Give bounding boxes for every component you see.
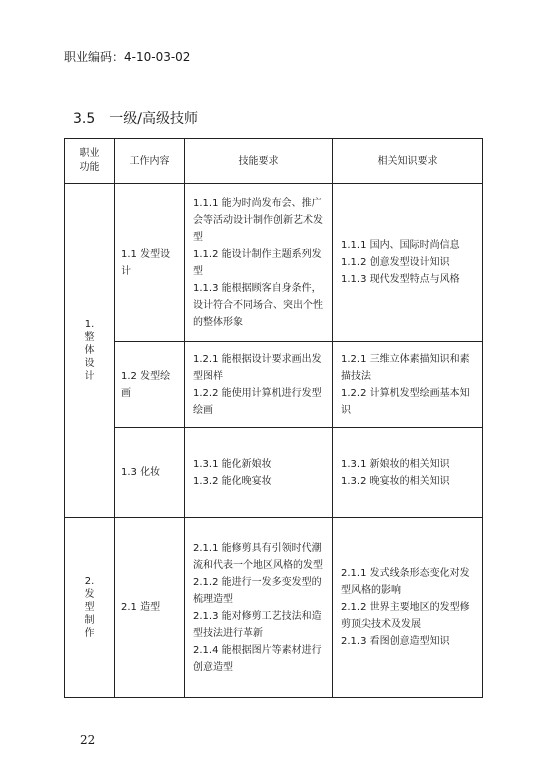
- function-cell: 1. 整体设计: [65, 184, 115, 518]
- page-number: 22: [80, 733, 96, 747]
- skills-cell: 1.3.1 能化新娘妆 1.3.2 能化晚宴妆: [185, 428, 333, 518]
- table-row: [65, 342, 483, 428]
- skills-cell: 2.1.1 能修剪具有引领时代潮流和代表一个地区风格的发型 2.1.2 能进行一发多变发型的梳理造型 2.1.3 能对修剪工艺技法和造型技法进行革新 2.1.4 能根据图片等素材进行创意造型: [185, 518, 333, 698]
- table-row: [65, 518, 483, 698]
- knowledge-cell: 1.3.1 新娘妆的相关知识 1.3.2 晚宴妆的相关知识: [333, 428, 483, 518]
- work-cell: 1.3 化妆: [115, 428, 185, 518]
- work-cell: 1.2 发型绘画: [115, 342, 185, 428]
- table-row: [65, 428, 483, 518]
- knowledge-cell: 1.1.1 国内、国际时尚信息 1.1.2 创意发型设计知识 1.1.3 现代发型特点与风格: [333, 184, 483, 342]
- header-skills: 技能要求: [185, 139, 333, 184]
- header-work: 工作内容: [115, 139, 185, 184]
- section-heading: 3.5 一级/高级技师: [73, 111, 198, 127]
- work-cell: 1.1 发型设计: [115, 184, 185, 342]
- knowledge-cell: 2.1.1 发式线条形态变化对发型风格的影响 2.1.2 世界主要地区的发型修剪顶尖技术及发展 2.1.3 看图创意造型知识: [333, 518, 483, 698]
- knowledge-cell: 1.2.1 三维立体素描知识和素描技法 1.2.2 计算机发型绘画基本知识: [333, 342, 483, 428]
- header-knowledge: 相关知识要求: [333, 139, 483, 184]
- function-cell: 2. 发型制作: [65, 518, 115, 698]
- skills-cell: 1.1.1 能为时尚发布会、推广会等活动设计制作创新艺术发型 1.1.2 能设计制作主题系列发型 1.1.3 能根据顾客自身条件，设计符合不同场合、突出个性的整体形象: [185, 184, 333, 342]
- skills-cell: 1.2.1 能根据设计要求画出发型图样 1.2.2 能使用计算机进行发型绘画: [185, 342, 333, 428]
- table-row: [65, 184, 483, 342]
- occupation-code: 职业编码：4-10-03-02: [64, 50, 191, 64]
- work-cell: 2.1 造型: [115, 518, 185, 698]
- table-header-row: [65, 139, 483, 184]
- skills-table: [64, 138, 483, 698]
- header-function: 职业功能: [65, 139, 115, 184]
